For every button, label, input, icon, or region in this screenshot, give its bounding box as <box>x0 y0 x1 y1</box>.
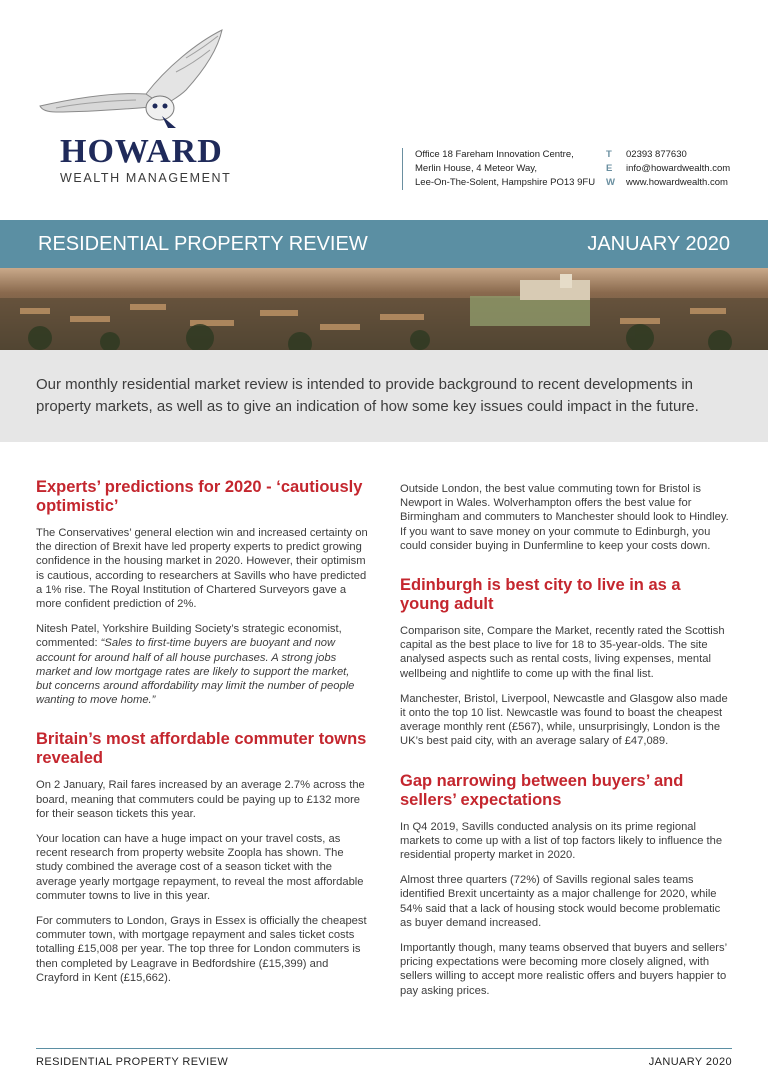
owl-logo-icon <box>36 28 236 138</box>
review-title: RESIDENTIAL PROPERTY REVIEW <box>38 232 368 255</box>
address-line: Office 18 Fareham Innovation Centre, <box>415 149 574 160</box>
article-heading: Gap narrowing between buyers’ and sellers’ expectations <box>400 771 684 809</box>
company-logo <box>36 28 236 188</box>
article-paragraph: Outside London, the best value commuting town for Bristol is Newport in Wales. Wolverhampton offers the best value for Birmingham and commuters to Manchester should look to Hindley. If you want to save money on your commute to Edinburgh, you could consider buying in Dunfermline to keep your costs down. <box>400 483 729 552</box>
article-paragraph: Almost three quarters (72%) of Savills regional sales teams identified Brexit uncertainty as a major challenge for 2020, while 54% said that a lack of housing stock would become problematic as buyer demand increased. <box>400 874 721 929</box>
review-date: JANUARY 2020 <box>587 232 730 255</box>
phone-number: 02393 877630 <box>626 149 687 160</box>
article-heading: Britain’s most affordable commuter towns revealed <box>36 730 367 768</box>
left-column <box>36 478 368 996</box>
article-paragraph: Nitesh Patel, Yorkshire Building Society’s strategic economist, commented: “Sales to first-time buyers are buoyant and now account for around half of all house purchases. A strong jobs market and low mortgage rates are likely to support the market, but concerns around affordability may limit the number of people wanting to move home.” <box>36 623 355 707</box>
title-banner <box>0 220 768 268</box>
footer-divider <box>36 1048 732 1049</box>
article-paragraph: Comparison site, Compare the Market, recently rated the Scottish capital as the best place to live for 18 to 35-year-olds. The site analysed aspects such as rental costs, living expenses, mental wellbeing and nightlife to come up with the final list. <box>400 625 725 680</box>
footer-title: RESIDENTIAL PROPERTY REVIEW <box>36 1056 229 1068</box>
contact-website: W www.howardwealth.com <box>606 177 728 188</box>
right-column <box>400 482 732 1009</box>
aerial-town-photo <box>0 268 768 350</box>
brand-subtitle: WEALTH MANAGEMENT <box>60 171 232 185</box>
office-address <box>402 148 595 190</box>
contact-details <box>606 148 730 190</box>
contact-email: E info@howardwealth.com <box>606 163 731 174</box>
page-footer <box>36 1056 732 1068</box>
intro-paragraph: Our monthly residential market review is intended to provide background to recent developments in property markets, as well as to give an indication of how some key issues could impact in the future. <box>0 350 768 442</box>
article-paragraph: The Conservatives’ general election win and increased certainty on the direction of Brexit have led property experts to predict growing confidence in the housing market in 2020. However, their optimism is cautious, according to researchers at Savills who have predicted a 1% rise. The Royal Institution of Chartered Surveyors gave a more confident prediction of 2%. <box>36 527 368 611</box>
article-heading: Experts’ predictions for 2020 - ‘cautiously optimistic’ <box>36 478 363 515</box>
article-paragraph: Manchester, Bristol, Liverpool, Newcastle and Glasgow also made it onto the top 10 list. Newcastle was found to boast the cheapest average monthly rent (£567), while, unsurprisingly, London is the UK’s best paid city, with an average salary of £47,089. <box>400 692 728 748</box>
article-paragraph: In Q4 2019, Savills conducted analysis on its prime regional markets to come up with a list of top factors likely to influence the residential property market in 2020. <box>400 820 723 862</box>
footer-date: JANUARY 2020 <box>648 1056 732 1068</box>
article-paragraph: On 2 January, Rail fares increased by an average 2.7% across the board, meaning that commuters could be paying up to £132 more for their season tickets this year. <box>36 779 365 820</box>
email-address[interactable]: info@howardwealth.com <box>626 163 731 174</box>
article-paragraph: Importantly though, many teams observed that buyers and sellers’ pricing expectations were becoming more closely aligned, with sellers willing to accept more realistic offers and buyers happier to pay asking prices. <box>400 942 727 997</box>
address-line: Merlin House, 4 Meteor Way, <box>415 163 537 174</box>
quote: “Sales to first-time buyers are buoyant and now account for around half of all house purchases. A strong jobs market and low mortgage rates are likely to support the market, but concerns around affordability may limit the number of people wanting to move home.” <box>36 637 355 707</box>
article-paragraph: Your location can have a huge impact on your travel costs, as recent research from property website Zoopla has shown. The study combined the average cost of a season ticket with the average yearly mortgage repayment, to reveal the most affordable commuter towns to live in this year. <box>36 833 364 902</box>
article-heading: Edinburgh is best city to live in as a young adult <box>400 576 681 614</box>
address-line: Lee-On-The-Solent, Hampshire PO13 9FU <box>415 177 596 188</box>
brand-name: HOWARD <box>60 133 223 170</box>
website-link[interactable]: www.howardwealth.com <box>626 177 728 188</box>
contact-phone: T 02393 877630 <box>606 149 687 160</box>
article-paragraph: For commuters to London, Grays in Essex is officially the cheapest commuter town, with mortgage repayment and sales ticket costs totalling £15,008 per year. The top three for London commuters is then completed by Leagrave in Bedfordshire (£15,399) and Crayford in Kent (£15,662). <box>36 915 367 984</box>
